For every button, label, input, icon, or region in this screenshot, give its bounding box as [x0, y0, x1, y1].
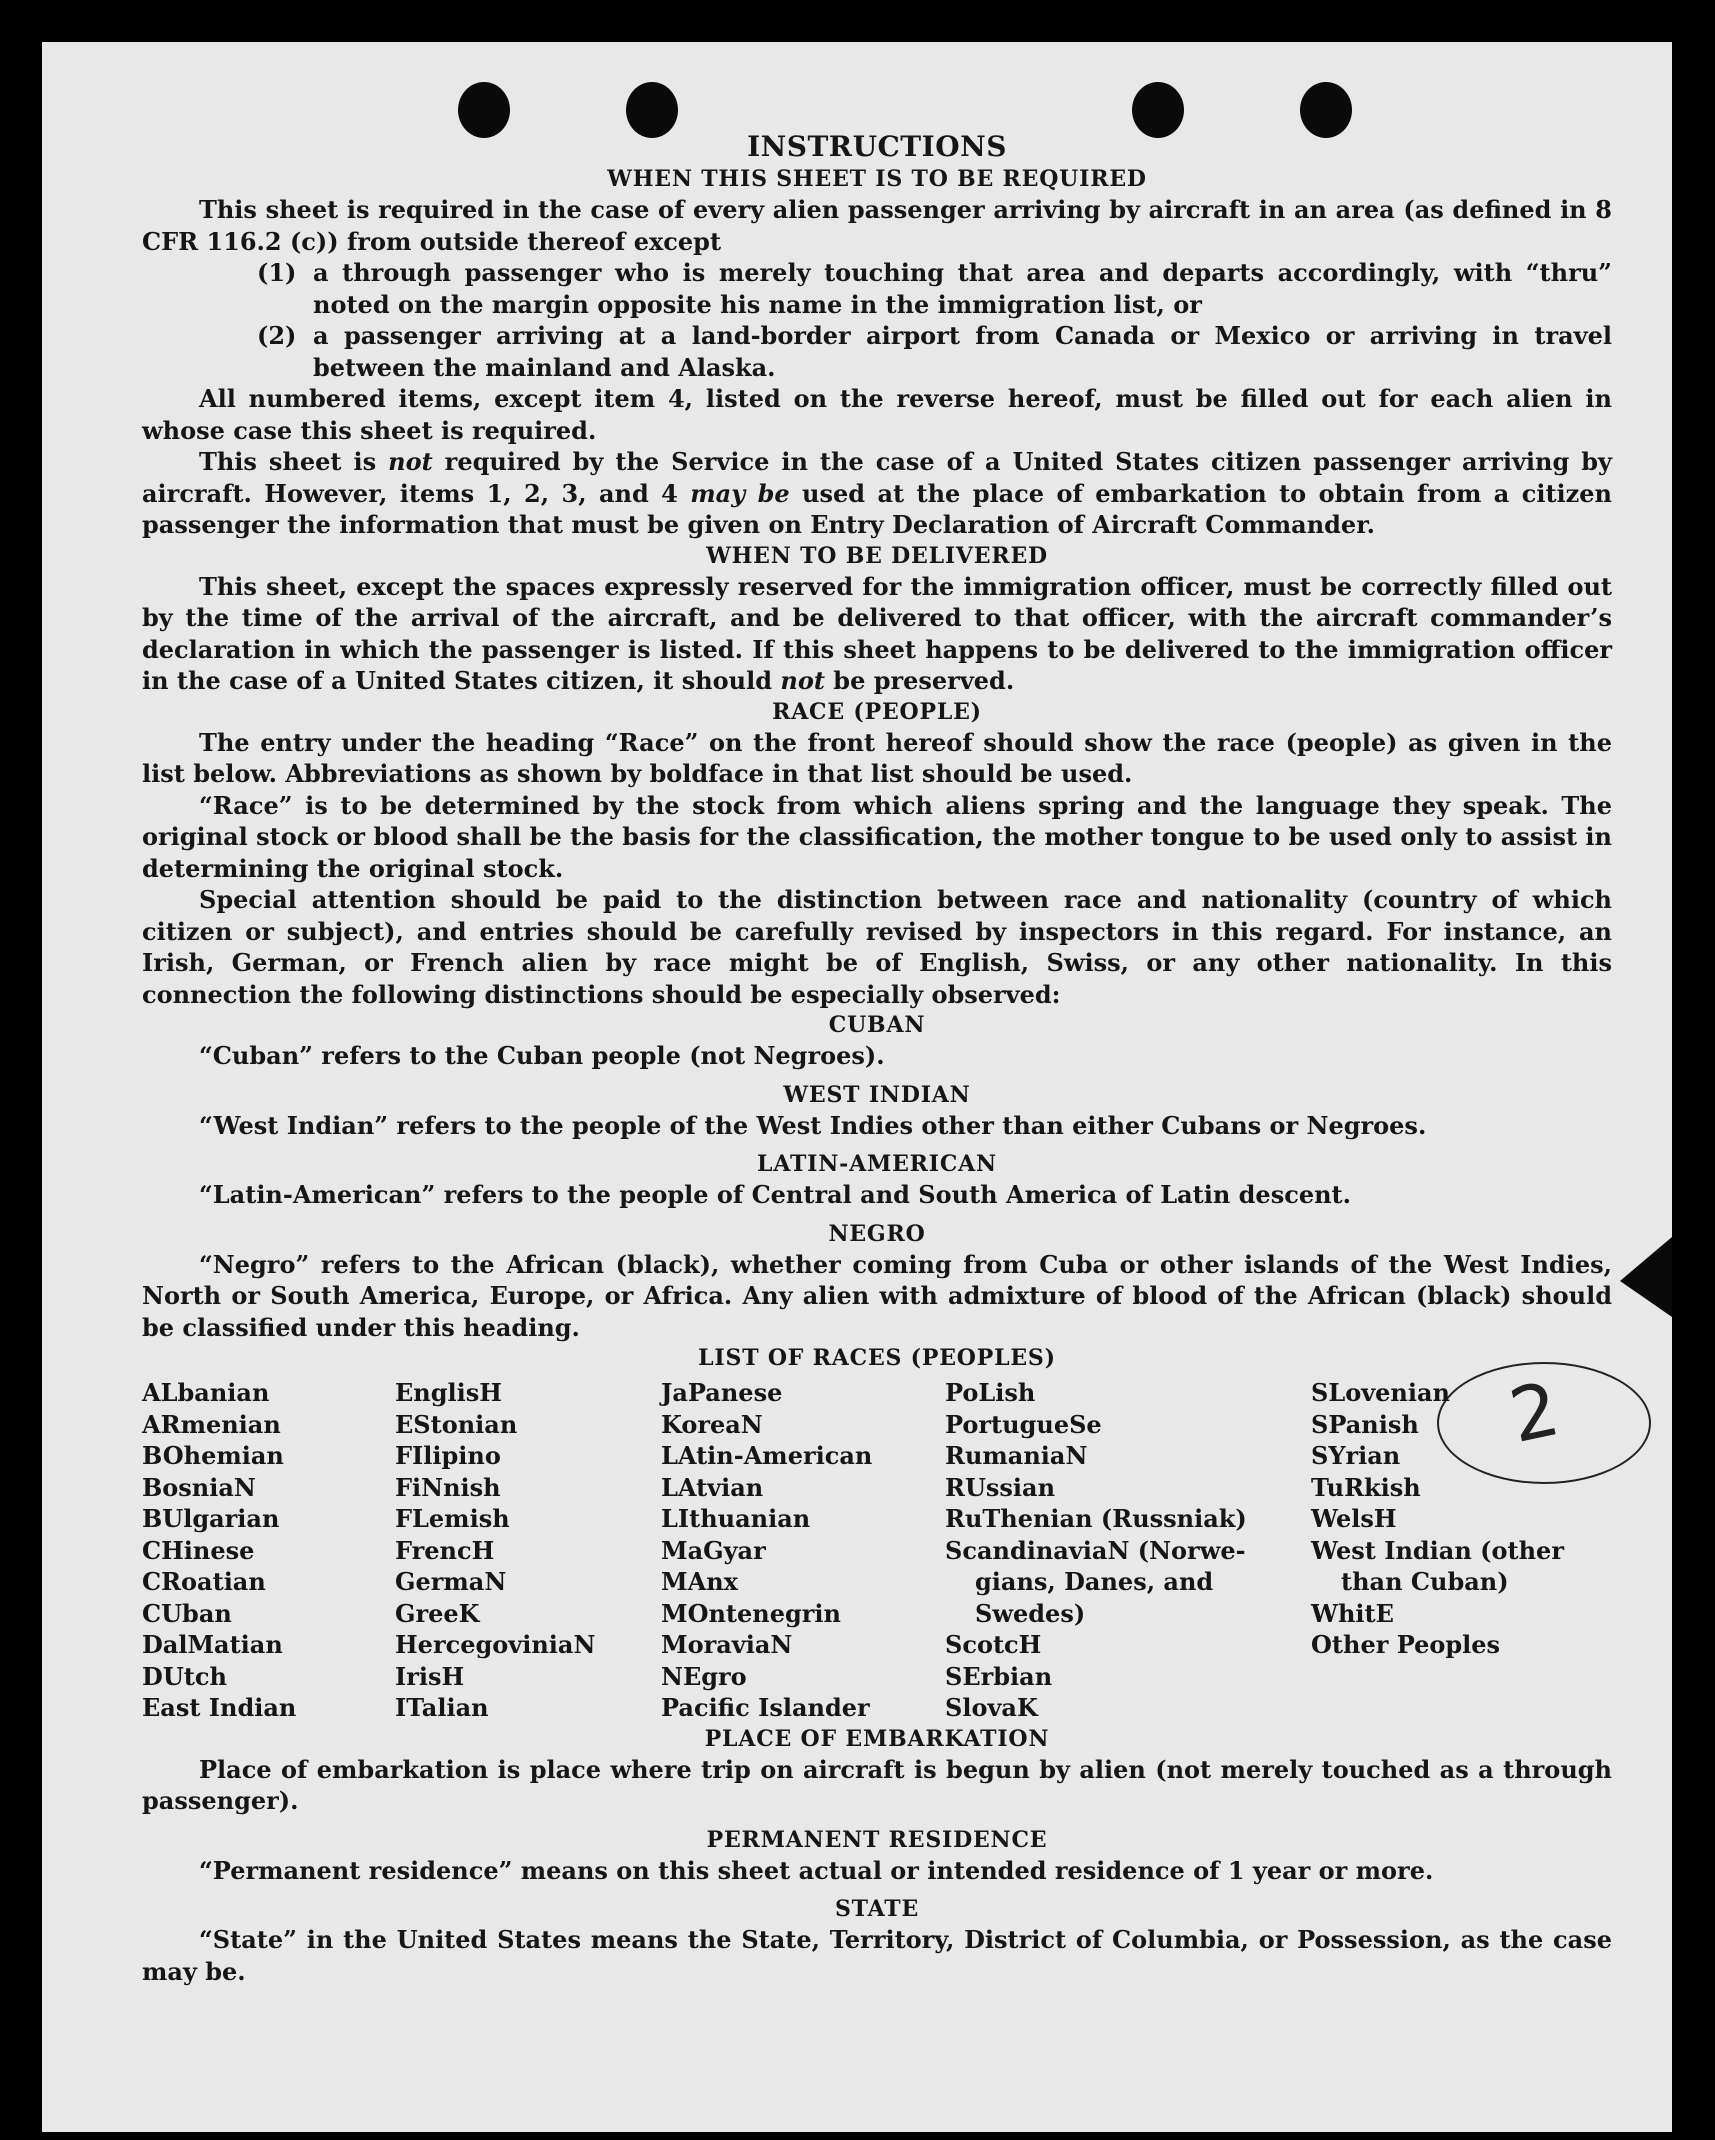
list-item — [257, 320, 1612, 383]
heading-latin-american: LATIN-AMERICAN — [757, 1151, 997, 1177]
race-entry-continued: gians, Danes, and — [975, 1567, 1214, 1596]
race-entry: MOntenegrin — [661, 1598, 841, 1628]
race-entry: FrencH — [395, 1535, 495, 1565]
race-entry: ARmenian — [142, 1409, 281, 1439]
list-number: (1) — [257, 258, 297, 287]
race-entry: CHinese — [142, 1535, 255, 1565]
heading-when-delivered: WHEN TO BE DELIVERED — [706, 542, 1048, 569]
race-entry: Pacific Islander — [661, 1693, 870, 1722]
heading-place-of-embarkation: PLACE OF EMBARKATION — [704, 1725, 1050, 1752]
race-entry: FIlipino — [395, 1441, 501, 1470]
paragraph: All numbered items, except item 4, listed on the reverse hereof, must be filled out for each alien in whose case this sheet is required. — [142, 384, 1612, 445]
race-entry: FiNnish — [395, 1472, 501, 1502]
race-entry: MaGyar — [661, 1535, 766, 1565]
race-entry: ITalian — [395, 1693, 489, 1722]
race-entry: JaPanese — [661, 1378, 783, 1407]
paragraph: This sheet, except the spaces expressly reserved for the immigration officer, must be correctly filled out by the time of the arrival of the aircraft, and be delivered to that officer, with the aircraft commander’s declaration in which the passenger is listed. If this sheet happens to be delivered to the immigration officer in the case of a United States citizen, it should not be preserved. — [142, 571, 1612, 695]
race-entry: West Indian (other — [1311, 1535, 1564, 1565]
heading-west-indian: WEST INDIAN — [783, 1081, 971, 1108]
race-entry: ScotcH — [945, 1630, 1042, 1659]
heading-cuban: CUBAN — [828, 1012, 926, 1038]
race-entry: RuThenian (Russniak) — [945, 1504, 1247, 1533]
race-entry: GreeK — [395, 1598, 480, 1628]
race-entry: CUban — [142, 1598, 232, 1628]
race-entry: MoraviaN — [661, 1630, 793, 1659]
race-entry: BOhemian — [142, 1441, 284, 1470]
paragraph: Special attention should be paid to the distinction between race and nationality (country of which citizen or subject), and entries should be carefully revised by inspectors in this regard. For instance, an Irish, German, or French alien by race might be of English, Swiss, or any other nationality. In this connection the following distinctions should be especially observed: — [142, 885, 1612, 1009]
race-entry: RumaniaN — [945, 1441, 1088, 1470]
races-column — [395, 1377, 661, 1724]
list-item — [257, 257, 1612, 320]
race-entry: DalMatian — [142, 1630, 283, 1659]
races-list — [142, 1377, 1612, 1724]
heading-permanent-residence: PERMANENT RESIDENCE — [706, 1826, 1048, 1853]
race-entry: TuRkish — [1311, 1472, 1421, 1502]
heading-when-required: WHEN THIS SHEET IS TO BE REQUIRED — [607, 166, 1147, 192]
race-entry: NEgro — [661, 1661, 747, 1691]
heading-race: RACE (PEOPLE) — [772, 698, 982, 725]
race-entry: SErbian — [945, 1661, 1053, 1691]
list-text: a through passenger who is merely touching that area and departs accordingly, with “thru” noted on the margin opposite his name in the immigration list, or — [313, 258, 1612, 319]
race-entry: Other Peoples — [1311, 1630, 1501, 1659]
race-entry: FLemish — [395, 1504, 510, 1533]
race-entry: KoreaN — [661, 1409, 763, 1439]
paragraph: This sheet is not required by the Service in the case of a United States citizen passenger arriving by aircraft. However, items 1, 2, 3, and 4 may be used at the place of embarkation to obtain from a citizen passenger the information that must be given on Entry Declaration of Aircraft Commander. — [142, 447, 1613, 539]
race-entry-continued: Swedes) — [975, 1598, 1086, 1628]
race-entry: GermaN — [395, 1567, 507, 1596]
paragraph: “Negro” refers to the African (black), whether coming from Cuba or other islands of the West Indies, North or South America, Europe, or Africa. Any alien with admixture of blood of the African (black) should be classified under this heading. — [142, 1249, 1612, 1342]
race-entry: ALbanian — [142, 1378, 270, 1407]
race-entry: DUtch — [142, 1661, 227, 1691]
instructions-body — [142, 130, 1612, 1987]
heading-list-of-races: LIST OF RACES (PEOPLES) — [698, 1345, 1056, 1371]
race-entry: RUssian — [945, 1472, 1056, 1502]
paragraph: Place of embarkation is place where trip on aircraft is begun by alien (not merely touched as a through passenger). — [142, 1754, 1612, 1815]
races-column — [945, 1377, 1311, 1724]
race-entry: MAnx — [661, 1567, 738, 1596]
paragraph: “Race” is to be determined by the stock from which aliens spring and the language they speak. The original stock or blood shall be the basis for the classification, the mother tongue to be used only to assist in determining the original stock. — [142, 790, 1612, 883]
race-entry: SPanish — [1311, 1409, 1419, 1439]
heading-state: STATE — [834, 1896, 920, 1922]
race-entry: SYrian — [1311, 1441, 1401, 1470]
race-entry: LAtin-American — [661, 1441, 873, 1470]
page-title: INSTRUCTIONS — [747, 130, 1007, 163]
list-text: a passenger arriving at a land-border airport from Canada or Mexico or arriving in travel between the mainland and Alaska. — [313, 321, 1612, 382]
race-entry: SlovaK — [945, 1693, 1038, 1722]
paragraph: “Permanent residence” means on this sheet actual or intended residence of 1 year or more. — [199, 1855, 1434, 1885]
race-entry: SLovenian — [1311, 1378, 1450, 1407]
race-entry-continued: than Cuban) — [1341, 1567, 1509, 1596]
race-entry: East Indian — [142, 1693, 297, 1722]
paragraph: This sheet is required in the case of every alien passenger arriving by aircraft in an area (as defined in 8 CFR 116.2 (c)) from outside thereof except — [142, 195, 1612, 256]
races-column — [1311, 1377, 1612, 1724]
paragraph: “West Indian” refers to the people of the West Indies other than either Cubans or Negroes. — [199, 1110, 1427, 1140]
races-column — [661, 1377, 945, 1724]
paragraph: “Cuban” refers to the Cuban people (not Negroes). — [199, 1041, 885, 1070]
race-entry: BosniaN — [142, 1472, 256, 1502]
list-number: (2) — [257, 321, 297, 350]
race-entry: EStonian — [395, 1409, 518, 1439]
document-page — [42, 42, 1672, 2132]
paragraph: The entry under the heading “Race” on the front hereof should show the race (people) as given in the list below. Abbreviations as shown by boldface in that list should be used. — [142, 727, 1612, 788]
race-entry: EnglisH — [395, 1378, 502, 1407]
race-entry: PortugueSe — [945, 1409, 1102, 1439]
paragraph: “Latin-American” refers to the people of Central and South America of Latin descent. — [199, 1180, 1351, 1209]
race-entry: LAtvian — [661, 1472, 764, 1502]
races-column — [142, 1377, 395, 1724]
race-entry: WhitE — [1311, 1598, 1394, 1628]
heading-negro: NEGRO — [828, 1220, 926, 1247]
race-entry: IrisH — [395, 1661, 465, 1691]
race-entry: CRoatian — [142, 1567, 266, 1596]
race-entry: ScandinaviaN (Norwe- — [945, 1535, 1246, 1565]
handwritten-number: 2 — [1502, 1366, 1567, 1460]
race-entry: HercegoviniaN — [395, 1630, 596, 1659]
race-entry: BUlgarian — [142, 1504, 280, 1533]
paragraph: “State” in the United States means the State, Territory, District of Columbia, or Possession, as the case may be. — [142, 1925, 1612, 1986]
race-entry: PoLish — [945, 1378, 1036, 1407]
race-entry: WelsH — [1311, 1504, 1397, 1533]
race-entry: LIthuanian — [661, 1504, 811, 1533]
paper-tear — [1620, 1237, 1672, 1317]
